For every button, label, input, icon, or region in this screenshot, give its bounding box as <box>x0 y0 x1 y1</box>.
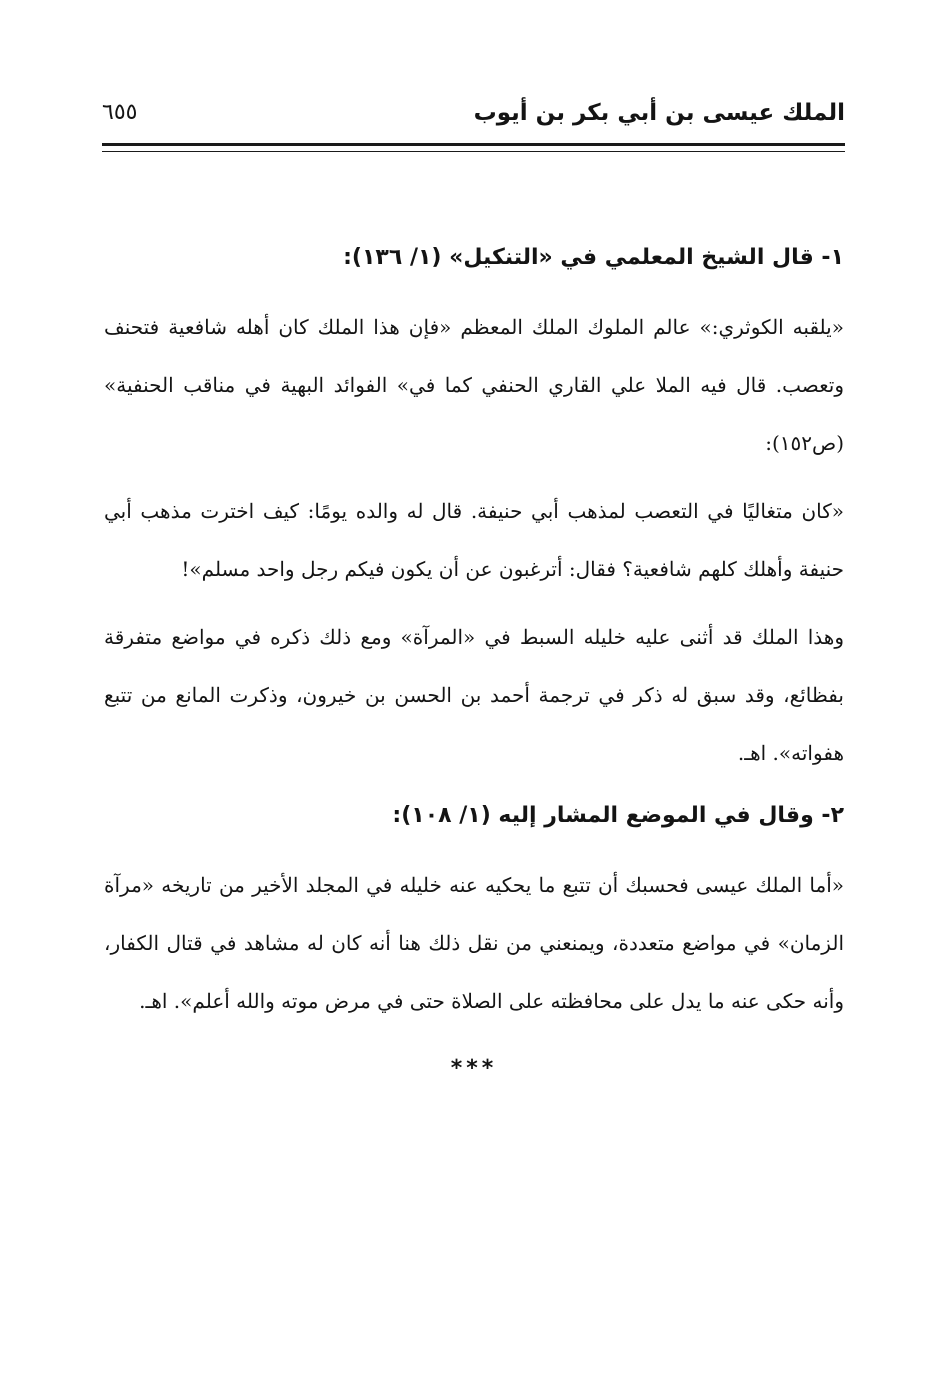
running-title: الملك عيسى بن أبي بكر بن أيوب <box>473 100 845 126</box>
paragraph: «يلقبه الكوثري:» عالم الملوك الملك المعظم «فإن هذا الملك كان أهله شافعية فتحنف وتعصب. قال فيه الملا علي القاري الحنفي كما في» الفوائد البهية في مناقب الحنفية» (ص١٥٢): <box>104 315 844 455</box>
section-heading-2: ٢- وقال في الموضع المشار إليه (١/ ١٠٨): <box>392 803 844 828</box>
section-heading-1: ١- قال الشيخ المعلمي في «التنكيل» (١/ ١٣٦): <box>343 245 844 270</box>
asterism-separator: *** <box>450 1056 498 1081</box>
running-head <box>102 96 845 140</box>
page-body <box>104 238 844 1081</box>
header-rule-thin <box>102 151 845 152</box>
paragraph: «أما الملك عيسى فحسبك أن تتبع ما يحكيه عنه خليله في المجلد الأخير من تاريخه «مرآة الزمان» في مواضع متعددة، ويمنعني من نقل ذلك هنا أنه كان له مشاهد في قتال الكفار، وأنه حكى عنه ما يدل على محافظته على الصلاة حتى في مرض موته والله أعلم». اهـ. <box>104 873 844 1013</box>
header-rule-thick <box>102 143 845 146</box>
paragraph: وهذا الملك قد أثنى عليه خليله السبط في «المرآة» ومع ذلك ذكره في مواضع متفرقة بفظائع، وقد سبق له ذكر في ترجمة أحمد بن الحسن بن خيرون، وذكرت المانع من تتبع هفواته». اهـ. <box>104 625 845 765</box>
page-number: ٦٥٥ <box>102 100 138 125</box>
paragraph: «كان متغاليًا في التعصب لمذهب أبي حنيفة. قال له والده يومًا: كيف اخترت مذهب أبي حنيفة وأهلك كلهم شافعية؟ فقال: أترغبون عن أن يكون فيكم رجل واحد مسلم»! <box>104 499 844 581</box>
